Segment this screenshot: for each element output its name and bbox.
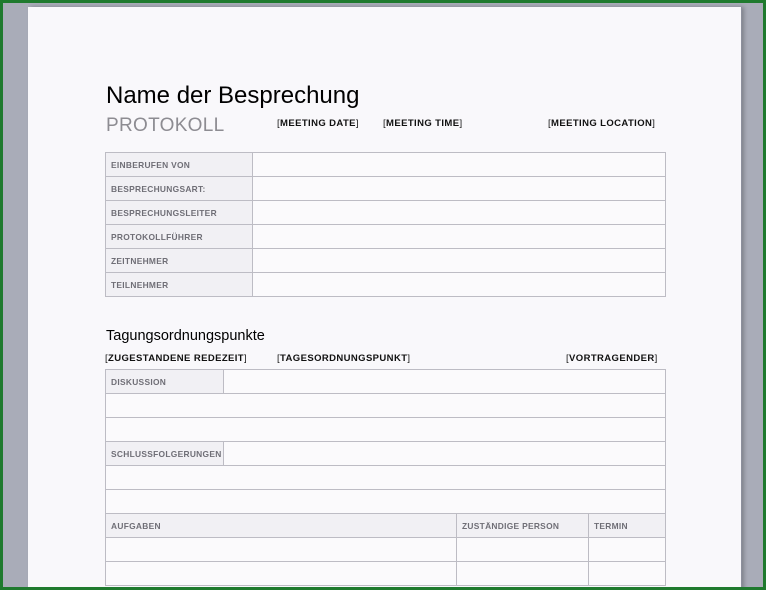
document-workspace xyxy=(3,3,763,587)
table-row xyxy=(106,153,666,177)
table-row xyxy=(106,490,666,514)
meeting-date-placeholder[interactable]: [MEETING DATE] xyxy=(277,118,359,129)
table-row xyxy=(106,273,666,297)
discussion-label: DISKUSSION xyxy=(106,370,224,394)
meeting-type-label: BESPRECHUNGSART: xyxy=(106,177,253,201)
note-taker-label: PROTOKOLLFÜHRER xyxy=(106,225,253,249)
called-by-value[interactable] xyxy=(253,153,666,177)
action-item-cell[interactable] xyxy=(106,562,457,586)
called-by-label: EINBERUFEN VON xyxy=(106,153,253,177)
document-page[interactable] xyxy=(28,7,741,587)
table-row xyxy=(106,370,666,394)
facilitator-value[interactable] xyxy=(253,201,666,225)
table-row xyxy=(106,249,666,273)
document-subtitle[interactable]: PROTOKOLL xyxy=(106,115,225,136)
meeting-time-placeholder[interactable]: [MEETING TIME] xyxy=(383,118,463,129)
table-row xyxy=(106,466,666,490)
table-row xyxy=(106,538,666,562)
table-row xyxy=(106,225,666,249)
meeting-location-placeholder[interactable]: [MEETING LOCATION] xyxy=(548,118,656,129)
person-responsible-header: ZUSTÄNDIGE PERSON xyxy=(457,514,589,538)
discussion-line[interactable] xyxy=(106,418,666,442)
table-row xyxy=(106,442,666,466)
agenda-heading[interactable]: Tagungsordnungspunkte xyxy=(106,328,265,344)
presenter-placeholder[interactable]: [VORTRAGENDER] xyxy=(566,353,658,364)
discussion-line[interactable] xyxy=(106,394,666,418)
agenda-topic-placeholder[interactable]: [TAGESORDNUNGSPUNKT] xyxy=(277,353,411,364)
conclusions-cell[interactable] xyxy=(224,442,666,466)
meeting-type-value[interactable] xyxy=(253,177,666,201)
action-item-cell[interactable] xyxy=(106,538,457,562)
allotted-time-placeholder[interactable]: [ZUGESTANDENE REDEZEIT] xyxy=(105,353,248,364)
agenda-table xyxy=(105,369,666,586)
facilitator-label: BESPRECHUNGSLEITER xyxy=(106,201,253,225)
conclusions-line[interactable] xyxy=(106,490,666,514)
person-responsible-cell[interactable] xyxy=(457,538,589,562)
meeting-info-table xyxy=(105,152,666,297)
deadline-cell[interactable] xyxy=(589,538,666,562)
deadline-cell[interactable] xyxy=(589,562,666,586)
table-row xyxy=(106,514,666,538)
person-responsible-cell[interactable] xyxy=(457,562,589,586)
table-row xyxy=(106,562,666,586)
action-items-header: AUFGABEN xyxy=(106,514,457,538)
timekeeper-value[interactable] xyxy=(253,249,666,273)
timekeeper-label: ZEITNEHMER xyxy=(106,249,253,273)
table-row xyxy=(106,177,666,201)
attendees-value[interactable] xyxy=(253,273,666,297)
attendees-label: TEILNEHMER xyxy=(106,273,253,297)
table-row xyxy=(106,201,666,225)
note-taker-value[interactable] xyxy=(253,225,666,249)
deadline-header: TERMIN xyxy=(589,514,666,538)
conclusions-line[interactable] xyxy=(106,466,666,490)
table-row xyxy=(106,418,666,442)
discussion-cell[interactable] xyxy=(224,370,666,394)
table-row xyxy=(106,394,666,418)
conclusions-label: SCHLUSSFOLGERUNGEN xyxy=(106,442,224,466)
meeting-title[interactable]: Name der Besprechung xyxy=(106,82,360,109)
